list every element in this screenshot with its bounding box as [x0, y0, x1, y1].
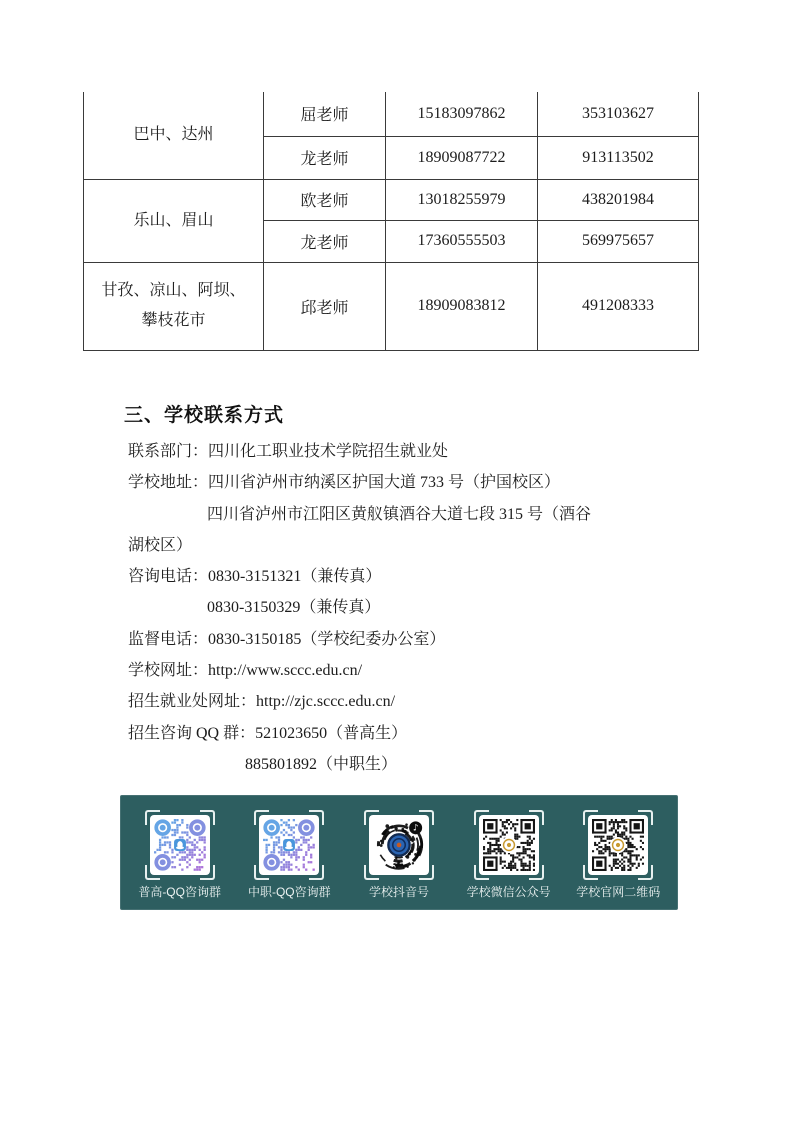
qr-code-tile: [588, 815, 648, 875]
teacher-cell: 欧老师: [264, 179, 386, 220]
contact-line: 监督电话：0830-3150185（学校纪委办公室）: [128, 630, 446, 648]
contact-line: 学校地址：四川省泸州市纳溪区护国大道 733 号（护国校区）: [128, 474, 561, 492]
teacher-cell: 龙老师: [264, 136, 386, 179]
qr-item: [568, 810, 668, 899]
phone-cell: 13018255979: [386, 179, 538, 220]
teacher-cell: 邱老师: [264, 262, 386, 350]
school-contact-info: [128, 436, 688, 780]
qr-item: [349, 810, 449, 899]
table-row: [84, 92, 699, 136]
qr-viewfinder-frame: [583, 810, 653, 880]
region-name: 攀枝花市: [141, 312, 206, 329]
qr-code-image: [592, 819, 644, 871]
phone-cell: 18909083812: [386, 262, 538, 350]
qq-cell: 569975657: [538, 220, 699, 262]
qr-label: 普高-QQ咨询群: [138, 885, 221, 899]
regional-contact-table: [83, 92, 699, 351]
table-row: [84, 179, 699, 220]
section-heading: 三、学校联系方式: [124, 405, 285, 426]
qr-label: 学校抖音号: [368, 885, 429, 899]
qr-viewfinder-frame: [364, 810, 434, 880]
contact-line: 咨询电话：0830-3151321（兼传真）: [128, 568, 382, 586]
qr-item: [239, 810, 339, 899]
contact-line: 湖校区）: [128, 536, 193, 554]
qq-cell: 913113502: [538, 136, 699, 179]
table-row: [84, 262, 699, 350]
phone-cell: 18909087722: [386, 136, 538, 179]
region-cell: [84, 262, 264, 350]
region-cell: [84, 92, 264, 179]
qr-code-image: [263, 819, 315, 871]
qr-viewfinder-frame: [145, 810, 215, 880]
region-name: 乐山、眉山: [133, 211, 214, 229]
contact-line: 招生咨询 QQ 群：521023650（普高生）: [128, 724, 408, 742]
qq-cell: 438201984: [538, 179, 699, 220]
qr-code-tile: [150, 815, 210, 875]
qr-label: 学校微信公众号: [466, 885, 551, 899]
contact-line: 学校网址：http://www.sccc.edu.cn/: [128, 662, 363, 680]
qr-label: 学校官网二维码: [576, 885, 661, 899]
qr-item: [459, 810, 559, 899]
qr-code-banner: [120, 795, 678, 910]
region-name: 甘孜、凉山、阿坝、: [101, 282, 246, 299]
qr-code-image: [373, 819, 425, 871]
qq-cell: 491208333: [538, 262, 699, 350]
qr-code-tile: [369, 815, 429, 875]
qr-code-image: [154, 819, 206, 871]
phone-cell: 15183097862: [386, 92, 538, 136]
qr-item: [130, 810, 230, 899]
qr-code-image: [483, 819, 535, 871]
phone-cell: 17360555503: [386, 220, 538, 262]
qr-label: 中职-QQ咨询群: [247, 885, 331, 899]
contact-line: 四川省泸州市江阳区黄舣镇酒谷大道七段 315 号（酒谷: [207, 505, 592, 523]
contact-line: 0830-3150329（兼传真）: [207, 599, 381, 617]
teacher-cell: 屈老师: [264, 92, 386, 136]
qr-code-tile: [479, 815, 539, 875]
teacher-cell: 龙老师: [264, 220, 386, 262]
region-name: 巴中、达州: [133, 126, 214, 144]
table-body: [84, 92, 699, 350]
qr-viewfinder-frame: [254, 810, 324, 880]
qr-viewfinder-frame: [474, 810, 544, 880]
contact-line: 联系部门：四川化工职业技术学院招生就业处: [128, 443, 449, 460]
region-cell: [84, 179, 264, 262]
qr-code-tile: [259, 815, 319, 875]
qq-cell: 353103627: [538, 92, 699, 136]
contact-line: 招生就业处网址：http://zjc.sccc.edu.cn/: [128, 693, 396, 711]
contact-line: 885801892（中职生）: [245, 755, 398, 773]
